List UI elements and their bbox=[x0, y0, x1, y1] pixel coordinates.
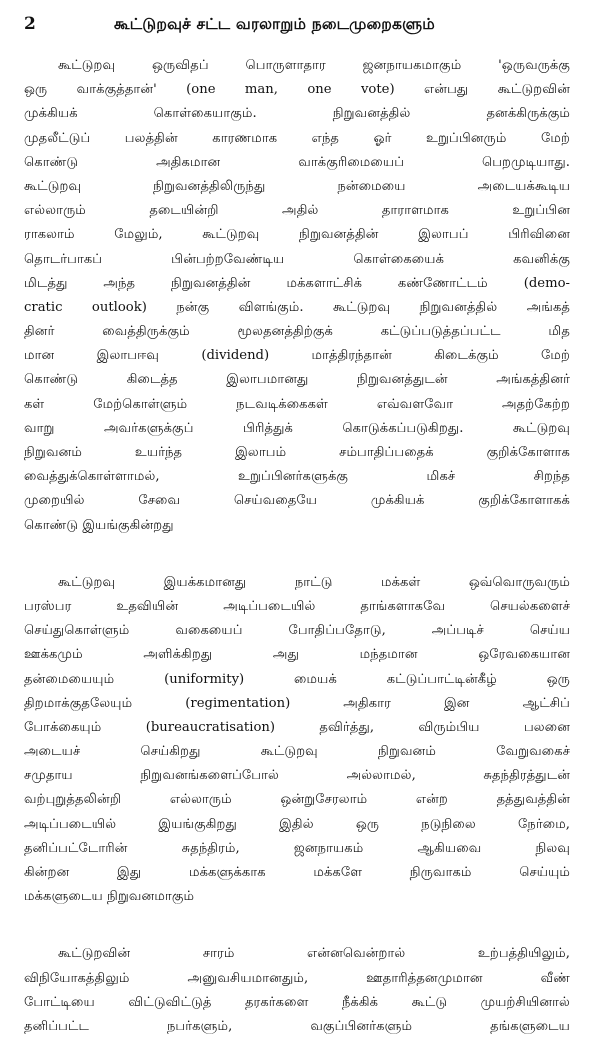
text-line: மிடத்து அந்த நிறுவனத்தின் மக்களாட்சிக் கண்ணோட்டம் (demo- bbox=[24, 275, 570, 291]
text-line: மக்களுடைய நிறுவனமாகும் bbox=[24, 889, 195, 905]
text-line: கொண்டு இயங்குகின்றது bbox=[24, 517, 174, 533]
text-line: தன்மையையும் (uniformity) மையக் கட்டுப்பாட்டின்கீழ் ஒரு bbox=[24, 671, 570, 687]
running-header bbox=[24, 14, 570, 44]
book-title: கூட்டுறவுச் சட்ட வரலாறும் நடைமுறைகளும் bbox=[114, 14, 435, 33]
paragraph-1 bbox=[24, 54, 570, 538]
text-line: செய்துகொள்ளும் வகையைப் போதிப்பதோடு, அப்படிச் செய்ய bbox=[24, 623, 570, 639]
text-line: ஊக்கமும் அளிக்கிறது அது மந்தமான ஒரேவகையான bbox=[24, 647, 570, 663]
text-line: தொடர்பாகப் பின்பற்றவேண்டிய கொள்கையைக் கவனிக்கு bbox=[24, 251, 570, 267]
text-line: சமுதாய நிறுவனங்களைப்போல் அல்லாமல், சுதந்திரத்துடன் bbox=[24, 768, 570, 784]
text-line: நிறுவனம் உயர்ந்த இலாபம் சம்பாதிப்பதைக் குறிக்கோளாக bbox=[24, 445, 570, 460]
text-line: கூட்டுறவு இயக்கமானது நாட்டு மக்கள் ஒவ்வொருவரும் bbox=[58, 574, 570, 590]
text-line: அடிப்படையில் இயங்குகிறது இதில் ஒரு நடுநிலை நேர்மை, bbox=[24, 816, 570, 832]
text-line: முறையில் சேவை செய்வதையே முக்கியக் குறிக்கோளாகக் bbox=[24, 493, 570, 509]
text-line: அடையச் செய்கிறது கூட்டுறவு நிறுவனம் வேறுவகைச் bbox=[24, 744, 570, 760]
text-line: போக்கையும் (bureaucratisation) தவிர்த்து, விரும்பிய பலனை bbox=[24, 719, 570, 735]
text-line: மான இலாபஈவு (dividend) மாத்திரந்தான் கிடைக்கும் மேற் bbox=[24, 348, 570, 364]
text-line: பரஸ்பர உதவியின் அடிப்படையில் தாங்களாகவே செயல்களைச் bbox=[24, 598, 570, 614]
text-line: ஒரு வாக்குத்தான்' (one man, one vote) என்பது கூட்டுறவின் bbox=[24, 82, 570, 98]
text-line: கூட்டுறவு ஒருவிதப் பொருளாதார ஜனநாயகமாகும் 'ஒருவருக்கு bbox=[58, 58, 570, 73]
text-line: வைத்துக்கொள்ளாமல், உறுப்பினர்களுக்கு மிகச் சிறந்த bbox=[24, 469, 570, 485]
text-line: வாறு அவர்களுக்குப் பிரித்துக் கொடுக்கப்படுகிறது. கூட்டுறவு bbox=[24, 420, 570, 436]
text-line: கொண்டு அதிகமான வாக்குரிமையைப் பெறமுடியாது. bbox=[24, 154, 570, 170]
text-line: cratic outlook) நன்கு விளங்கும். கூட்டுறவு நிறுவனத்தில் அங்கத் bbox=[24, 299, 570, 315]
text-line: கள் மேற்கொள்ளும் நடவடிக்கைகள் எவ்வளவோ அதற்கேற்ற bbox=[24, 396, 570, 412]
text-line: விநியோகத்திலும் அனுவசியமானதும், ஊதாரித்தனமுமான வீண் bbox=[24, 970, 570, 986]
text-line: ராகலாம் மேலும், கூட்டுறவு நிறுவனத்தின் இலாபப் பிரிவினை bbox=[24, 227, 570, 243]
text-line: கூட்டுறவு நிறுவனத்திலிருந்து நன்மையை அடையக்கூடிய bbox=[24, 178, 570, 194]
paragraph-2 bbox=[24, 571, 570, 910]
text-line: வற்புறுத்தலின்றி எல்லாரும் ஒன்றுசேரலாம் என்ற தத்துவத்தின் bbox=[24, 792, 570, 808]
text-line: எல்லாரும் தடையின்றி அதில் தாராளமாக உறுப்பின bbox=[24, 203, 570, 219]
text-line: கொண்டு கிடைத்த இலாபமானது நிறுவனத்துடன் அங்கத்தினர் bbox=[24, 372, 570, 388]
paragraph-3 bbox=[24, 942, 570, 1039]
page-number: 2 bbox=[24, 14, 36, 34]
text-line: முதலீட்டுப் பலத்தின் காரணமாக எந்த ஓர் உறுப்பினரும் மேற் bbox=[24, 130, 570, 146]
text-line: கின்றன இது மக்களுக்காக மக்களே நிருவாகம் செய்யும் bbox=[24, 865, 570, 880]
text-line: திறமாக்குதலேயும் (regimentation) அதிகார இன ஆட்சிப் bbox=[24, 695, 570, 711]
text-line: தினர் வைத்திருக்கும் மூலதனத்திற்குக் கட்டுப்படுத்தப்பட்ட மித bbox=[24, 324, 570, 340]
text-line: போட்டியை விட்டுவிட்டுத் தரகர்களை நீக்கிக் கூட்டு முயற்சியினால் bbox=[24, 994, 570, 1010]
text-line: தனிப்பட்டோரின் சுதந்திரம், ஜனநாயகம் ஆகியவை நிலவு bbox=[24, 840, 570, 856]
text-line: கூட்டுறவின் சாரம் என்னவென்றால் உற்பத்தியிலும், bbox=[58, 946, 570, 962]
text-line: தனிப்பட்ட நபர்களும், வகுப்பினர்களும் தங்களுடைய bbox=[24, 1018, 570, 1034]
text-line: முக்கியக் கொள்கையாகும். நிறுவனத்தில் தனக்கிருக்கும் bbox=[24, 106, 570, 122]
